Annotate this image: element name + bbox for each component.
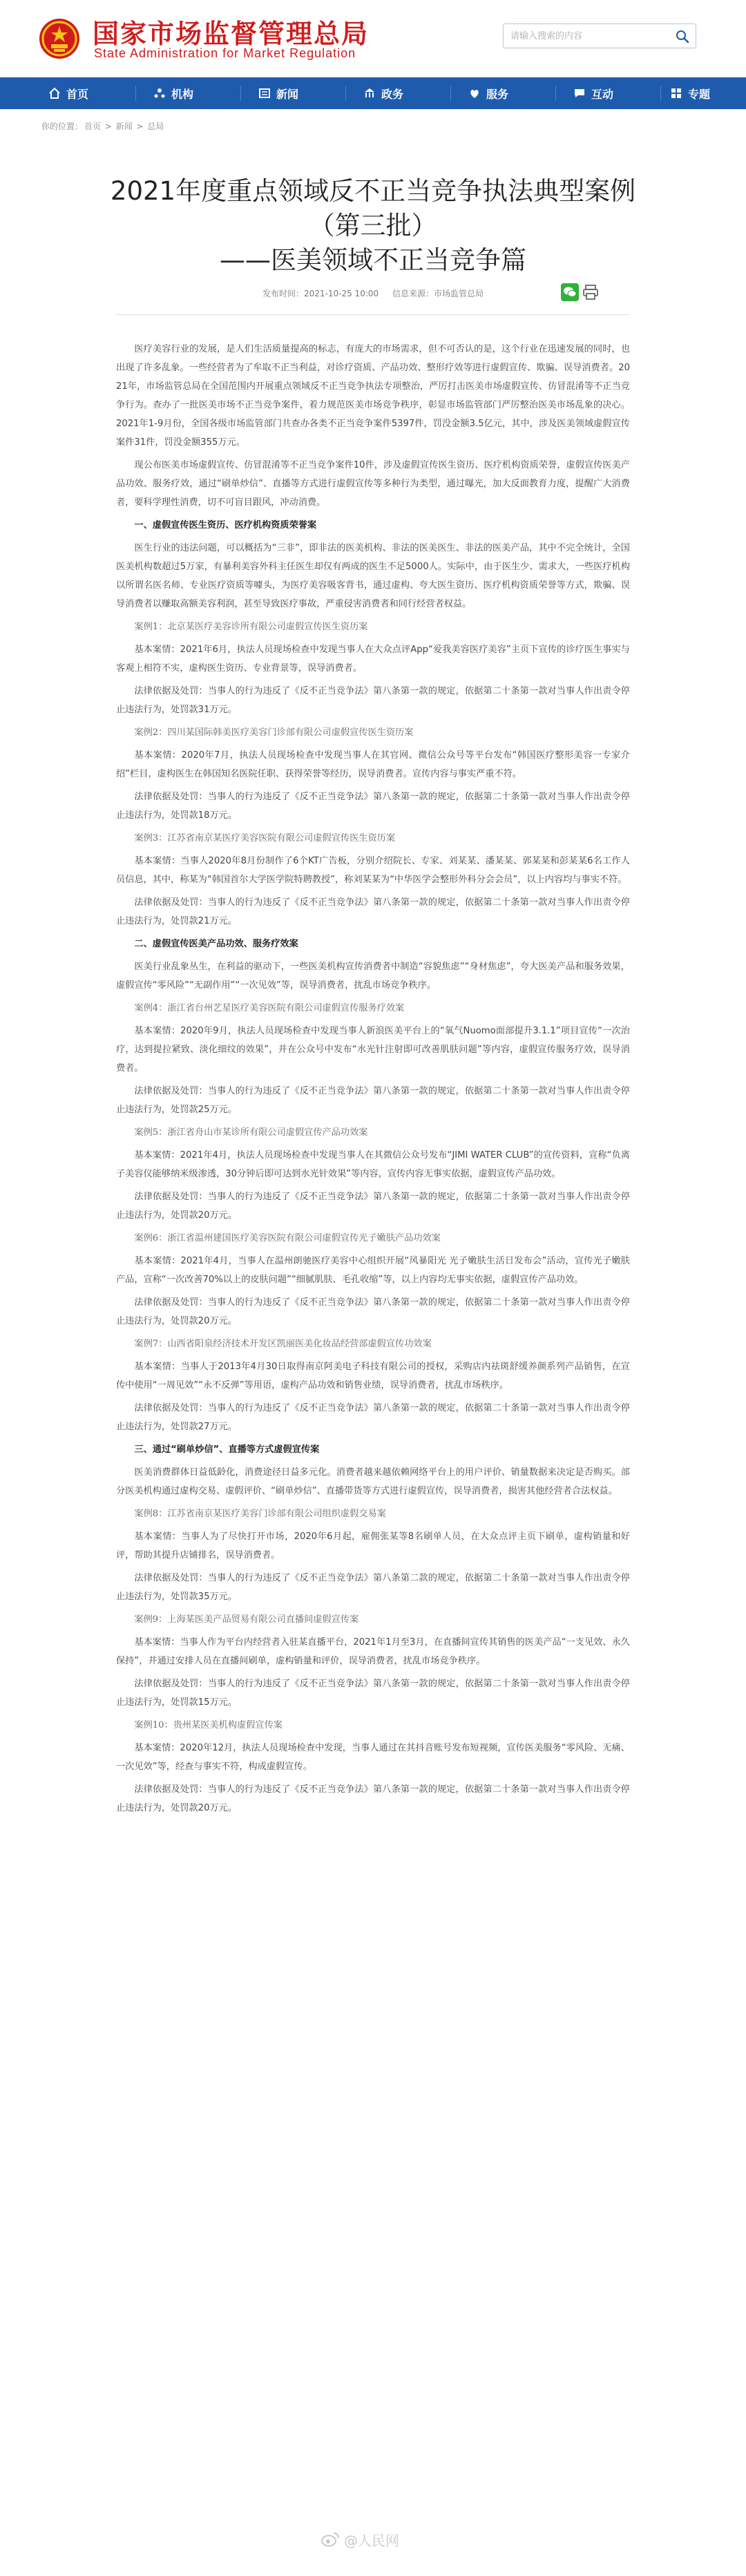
case-title: 案例1：北京某医疗美容诊所有限公司虚假宣传医生资历案 bbox=[134, 622, 368, 632]
case-title: 案例9：上海某医美产品贸易有限公司直播间虚假宣传案 bbox=[134, 1614, 359, 1625]
wechat-share-icon[interactable] bbox=[561, 283, 579, 301]
breadcrumb bbox=[41, 120, 165, 132]
nav-item-gov[interactable] bbox=[363, 77, 403, 109]
paragraph: 医生行业的违法问题，可以概括为“三非”，即非法的医美机构、非法的医美医生、非法的医美产品，其中不完全统计，全国医美机构数超过5万家，有暴利美容外科主任医生却仅有两成的医生不足5000人。实际中，由于医生少、需求大，一些医疗机构以所谓名医名师、专业医疗资质等噱头，为医疗美容吸客背书，通过虚构、夸大医生资历、医疗机构资质荣誉等方式，欺骗、误导消费者以赚取高额美容利润，甚至导致医疗事故，严重侵害消费者和同行经营者权益。 bbox=[116, 543, 630, 609]
paragraph: 法律依据及处罚：当事人的行为违反了《反不正当竞争法》第八条第一款的规定，依据第二十条第一款对当事人作出责令停止违法行为，处罚款31万元。 bbox=[116, 686, 630, 715]
case-title: 案例5：浙江省舟山市某诊所有限公司虚假宣传产品功效案 bbox=[134, 1127, 368, 1138]
paragraph: 基本案情：2020年7月，执法人员现场检查中发现当事人在其官网、微信公众号等平台发布“韩国医疗整形美容一专家介绍”栏目，虚构医生在韩国知名医院任职、获得荣誉等经历，误导消费者。宣传内容与事实严重不符。 bbox=[116, 750, 630, 779]
paragraph: 基本案情：当事人作为平台内经营者入驻某直播平台，2021年1月至3月，在直播间宣传其销售的医美产品“一支见效、永久保持”，并通过安排人员在直播间刷单，虚构销量和评价，误导消费者，扰乱市场竞争秩序。 bbox=[116, 1637, 630, 1666]
nav-divider bbox=[660, 86, 661, 101]
nav-item-service[interactable] bbox=[468, 77, 508, 109]
paragraph: 基本案情：当事人于2013年4月30日取得南京阿美电子科技有限公司的授权，采购店内祛斑舒缓养颜系列产品销售，在宣传中使用“一周见效”“永不反弹”等用语，虚构产品功效和销售业绩，误导消费者，扰乱市场秩序。 bbox=[116, 1362, 630, 1391]
nav-divider bbox=[240, 86, 241, 101]
breadcrumb-sep: > bbox=[102, 122, 115, 131]
breadcrumb-home[interactable]: 首页 bbox=[84, 122, 102, 131]
section-heading: 二、虚假宣传医美产品功效、服务疗效案 bbox=[134, 939, 298, 949]
print-icon[interactable] bbox=[582, 283, 600, 301]
org-icon bbox=[153, 87, 166, 99]
nav-label-home: 首页 bbox=[66, 87, 89, 101]
nav-divider bbox=[450, 86, 451, 101]
case-title: 案例2：四川某国际韩美医疗美容门诊部有限公司虚假宣传医生资历案 bbox=[134, 727, 414, 738]
home-icon bbox=[48, 87, 61, 99]
paragraph: 法律依据及处罚：当事人的行为违反了《反不正当竞争法》第八条第一款的规定，依据第二十条第一款对当事人作出责令停止违法行为，处罚款21万元。 bbox=[116, 897, 630, 926]
search-box bbox=[503, 23, 696, 48]
breadcrumb-sep: > bbox=[133, 122, 146, 131]
case-title: 案例8：江苏省南京某医疗美容门诊部有限公司组织虚假交易案 bbox=[134, 1509, 386, 1519]
paragraph: 医美消费群体日益低龄化，消费途径日益多元化。消费者越来越依赖网络平台上的用户评价、销量数据来决定是否购买。部分医美机构通过虚构交易、虚假评价、“刷单炒信”、直播带货等方式进行虚假宣传，误导消费者，损害其他经营者合法权益。 bbox=[116, 1467, 630, 1496]
watermark-text: @人民网 bbox=[344, 2532, 399, 2549]
site-title[interactable]: 国家市场监督管理总局 bbox=[93, 19, 370, 49]
article-title-line2: （第三批） bbox=[309, 211, 437, 240]
search-input[interactable] bbox=[510, 28, 662, 44]
national-emblem-icon bbox=[39, 18, 80, 59]
paragraph: 法律依据及处罚：当事人的行为违反了《反不正当竞争法》第八条第一款的规定，依据第二十条第一款对当事人作出责令停止违法行为，处罚款20万元。 bbox=[116, 1297, 630, 1326]
breadcrumb-current[interactable]: 总局 bbox=[147, 122, 164, 131]
nav-item-home[interactable] bbox=[48, 77, 88, 109]
search-icon[interactable] bbox=[675, 29, 690, 44]
nav-label-org: 机构 bbox=[171, 87, 194, 101]
nav-divider bbox=[135, 86, 136, 101]
paragraph: 医疗美容行业的发展，是人们生活质量提高的标志，有庞大的市场需求，但不可否认的是，这个行业在迅速发展的同时，也出现了许多乱象。一些经营者为了牟取不正当利益，对诊疗资质、产品功效、整形疗效等进行虚假宣传、欺骗、误导消费者。2021年，市场监管总局在全国范围内开展重点领域反不正当竞争执法专项整治，严厉打击医美市场虚假宣传、仿冒混淆等不正当竞争行为。查办了一批医美市场不正当竞争案件，着力规范医美市场竞争秩序，彰显市场监管部门严厉整治医美市场乱象的决心。2021年1-9月份，全国各级市场监管部门共查办各类不正当竞争案件5397件，罚没金额3.5亿元，其中，涉及医美领域虚假宣传案件31件，罚没金额355万元。 bbox=[116, 344, 630, 448]
case-title: 案例10：贵州某医美机构虚假宣传案 bbox=[134, 1720, 283, 1730]
paragraph: 法律依据及处罚：当事人的行为违反了《反不正当竞争法》第八条第一款的规定，依据第二十条第一款对当事人作出责令停止违法行为，处罚款20万元。 bbox=[116, 1784, 630, 1813]
article-meta bbox=[0, 287, 746, 299]
paragraph: 法律依据及处罚：当事人的行为违反了《反不正当竞争法》第八条第一款的规定，依据第二十条第一款对当事人作出责令停止违法行为，处罚款20万元。 bbox=[116, 1192, 630, 1221]
site-subtitle: State Administration for Market Regulation bbox=[94, 46, 356, 60]
site-header bbox=[0, 0, 746, 77]
paragraph: 基本案情：2021年4月，当事人在温州朗驰医疗美容中心组织开展“风暴阳光 光子嫩肤生活日发布会”活动，宣传光子嫩肤产品，宣称“一次改善70%以上的皮肤问题”“细腻肌肤、毛孔收缩”等，以上内容均无事实依据，虚假宣传产品功效。 bbox=[116, 1256, 630, 1285]
breadcrumb-news[interactable]: 新闻 bbox=[115, 122, 133, 131]
nav-item-topic[interactable] bbox=[670, 77, 710, 109]
section-heading: 一、虚假宣传医生资历、医疗机构资质荣誉案 bbox=[134, 520, 317, 531]
paragraph: 法律依据及处罚：当事人的行为违反了《反不正当竞争法》第八条第一款的规定，依据第二十条第一款对当事人作出责令停止违法行为，处罚款18万元。 bbox=[116, 792, 630, 821]
nav-item-news[interactable] bbox=[258, 77, 298, 109]
case-title: 案例6：浙江省温州建国医疗美容医院有限公司虚假宣传光子嫩肤产品功效案 bbox=[134, 1233, 441, 1243]
gov-icon bbox=[363, 87, 376, 99]
news-icon bbox=[258, 87, 271, 99]
nav-divider bbox=[345, 86, 346, 101]
paragraph: 法律依据及处罚：当事人的行为违反了《反不正当竞争法》第八条第一款的规定，依据第二十条第一款对当事人作出责令停止违法行为，处罚款15万元。 bbox=[116, 1679, 630, 1708]
breadcrumb-prefix: 你的位置： bbox=[41, 122, 84, 131]
paragraph: 基本案情：当事人为了尽快打开市场，2020年6月起，雇佣张某等8名刷单人员，在大众点评主页下刷单，虚构销量和好评，帮助其提升店铺排名，误导消费者。 bbox=[116, 1532, 630, 1561]
nav-label-service: 服务 bbox=[486, 87, 509, 101]
case-title: 案例4：浙江省台州艺星医疗美容医院有限公司虚假宣传服务疗效案 bbox=[134, 1003, 405, 1013]
case-title: 案例3：江苏省南京某医疗美容医院有限公司虚假宣传医生资历案 bbox=[134, 833, 396, 843]
paragraph: 法律依据及处罚：当事人的行为违反了《反不正当竞争法》第八条第一款的规定，依据第二十条第一款对当事人作出责令停止违法行为，处罚款27万元。 bbox=[116, 1403, 630, 1432]
section-heading: 三、通过“刷单炒信”、直播等方式虚假宣传案 bbox=[134, 1444, 320, 1455]
nav-label-gov: 政务 bbox=[381, 87, 404, 101]
paragraph: 基本案情：2020年12月，执法人员现场检查中发现，当事人通过在其抖音账号发布短视频，宣传医美服务“零风险、无痛、一次见效”等，经查与事实不符，构成虚假宣传。 bbox=[116, 1743, 630, 1772]
nav-label-news: 新闻 bbox=[276, 87, 299, 101]
title-divider bbox=[116, 314, 630, 315]
paragraph: 法律依据及处罚：当事人的行为违反了《反不正当竞争法》第八条第二款的规定，依据第二十条第一款对当事人作出责令停止违法行为，处罚款35万元。 bbox=[116, 1573, 630, 1602]
article-body bbox=[116, 340, 630, 2481]
main-nav bbox=[0, 77, 746, 109]
article-source: 信息来源：市场监管总局 bbox=[392, 289, 484, 298]
service-icon bbox=[468, 87, 481, 99]
weibo-logo-icon bbox=[321, 2531, 340, 2548]
nav-divider bbox=[555, 86, 556, 101]
nav-label-topic: 专题 bbox=[688, 87, 711, 101]
paragraph: 基本案情：2021年4月，执法人员现场检查中发现当事人在其微信公众号发布“JIMI WATER CLUB”的宣传资料，宣称“负离子美容仪能够纳米级渗透，30分钟后即可达到水光针效果”等内容，宣传内容无事实依据，虚假宣传产品功效。 bbox=[116, 1150, 630, 1179]
paragraph: 基本案情：当事人2020年8月份制作了6个KT广告板，分别介绍院长、专家、刘某某、潘某某、郭某某和彭某某6名工作人员信息，其中，称某为“韩国首尔大学医学院特聘教授”，称刘某某为“中华医学会整形外科分会会员”，以上内容均与事实不符。 bbox=[116, 856, 630, 885]
paragraph: 基本案情：2020年9月，执法人员现场检查中发现当事人新浪医美平台上的“氧气Nuomo面部提升3.1.1”项目宣传“一次治疗，达到提拉紧致、淡化细纹的效果”，并在公众号中发布“水光针注射即可改善肌肤问题”等内容，虚假宣传服务疗效，误导消费者。 bbox=[116, 1026, 630, 1074]
publish-date: 发布时间：2021-10-25 10:00 bbox=[262, 289, 379, 298]
watermark bbox=[321, 2527, 431, 2552]
case-title: 案例7：山西省阳泉经济技术开发区凯丽医美化妆品经营部虚假宣传功效案 bbox=[134, 1339, 432, 1349]
paragraph: 法律依据及处罚：当事人的行为违反了《反不正当竞争法》第八条第一款的规定，依据第二十条第一款对当事人作出责令停止违法行为，处罚款25万元。 bbox=[116, 1086, 630, 1115]
article-title-line3: ——医美领域不正当竞争篇 bbox=[220, 245, 526, 275]
article-title-line1: 2021年度重点领域反不正当竞争执法典型案例 bbox=[110, 176, 636, 206]
paragraph: 现公布医美市场虚假宣传、仿冒混淆等不正当竞争案件10件，涉及虚假宣传医生资历、医疗机构资质荣誉，虚假宣传医美产品功效、服务疗效，通过“刷单炒信”、直播等方式进行虚假宣传等多种行为类型，通过曝光，加大反面教育力度，提醒广大消费者，要科学理性消费，切不可盲目跟风，冲动消费。 bbox=[116, 460, 630, 508]
topic-icon bbox=[670, 87, 682, 99]
nav-label-interact: 互动 bbox=[591, 87, 614, 101]
nav-item-org[interactable] bbox=[153, 77, 193, 109]
paragraph: 基本案情：2021年6月，执法人员现场检查中发现当事人在大众点评App“爱我美容医疗美容”主页下宣传的诊疗医生事实与客观上相符不实，虚构医生资历、专业背景等，误导消费者。 bbox=[116, 645, 630, 674]
paragraph: 医美行业乱象丛生，在利益的驱动下，一些医美机构宣传消费者中制造“容貌焦虑”“身材焦虑”，夸大医美产品和服务效果，虚假宣传“零风险”“无副作用”“一次见效”等，误导消费者，扰乱市场竞争秩序。 bbox=[116, 962, 630, 991]
nav-item-interact[interactable] bbox=[573, 77, 613, 109]
chat-icon bbox=[573, 87, 586, 99]
